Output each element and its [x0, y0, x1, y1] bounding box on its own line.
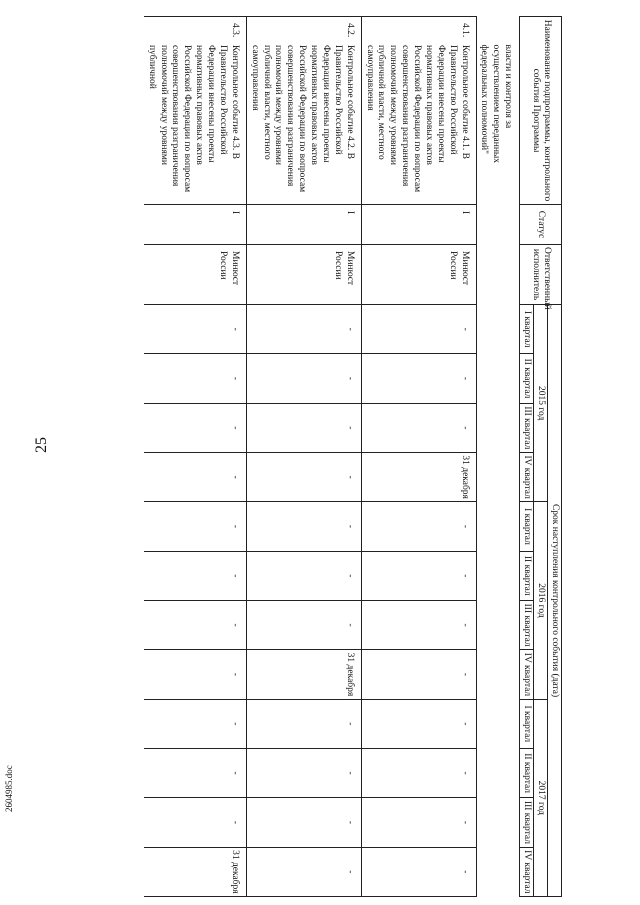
- continuation-row: [476, 17, 520, 897]
- quarter-cell: [361, 650, 476, 699]
- quarter-value: -: [229, 722, 240, 726]
- quarter-cell: [144, 748, 247, 797]
- quarter-value: -: [229, 327, 240, 331]
- header-quarter: I квартал: [520, 305, 534, 354]
- quarter-cell: [144, 452, 247, 501]
- quarter-value: -: [344, 475, 355, 479]
- header-quarter: II квартал: [520, 748, 534, 797]
- quarter-value: -: [344, 524, 355, 529]
- quarter-value: -: [459, 820, 470, 825]
- header-quarter: III квартал: [520, 600, 534, 649]
- page-number: 25: [33, 437, 50, 453]
- quarter-cell: [144, 403, 247, 452]
- quarter-cell: [144, 354, 247, 403]
- rotated-page: [144, 16, 562, 896]
- row-number: 4.1.: [459, 23, 470, 38]
- quarter-cell: [246, 798, 361, 847]
- executor-cell: Минюст России: [144, 245, 247, 305]
- quarter-cell: [144, 699, 247, 748]
- status-cell: I: [361, 205, 476, 245]
- event-name: Контрольное событие 4.1. В Правительство Российской Федерации внесены проекты нормативных правовых актов Российской Федерации по вопросам совершенствования разграничения полномочий между уровнями публичной власти, местного самоуправления: [364, 45, 470, 193]
- quarter-value: -: [229, 475, 240, 479]
- continuation-blank: [476, 205, 520, 897]
- quarter-value: -: [229, 771, 240, 775]
- quarter-cell: [361, 452, 476, 501]
- header-quarter: IV квартал: [520, 452, 534, 501]
- quarter-cell: [246, 354, 361, 403]
- quarter-cell: [361, 798, 476, 847]
- quarter-cell: [144, 798, 247, 847]
- quarter-value: -: [229, 426, 240, 430]
- quarter-value: 31 декабря: [459, 455, 470, 499]
- quarter-value: -: [459, 426, 470, 430]
- quarter-cell: [144, 600, 247, 649]
- header-quarter: III квартал: [520, 403, 534, 452]
- header-quarter: II квартал: [520, 354, 534, 403]
- quarter-cell: [246, 600, 361, 649]
- quarter-cell: [246, 847, 361, 896]
- continuation-text: власти и контроля за осуществлением переданных федеральных полномочий": [479, 44, 514, 164]
- executor-cell: Минюст России: [361, 245, 476, 305]
- quarter-cell: [361, 600, 476, 649]
- quarter-value: -: [459, 672, 470, 677]
- quarter-cell: [144, 502, 247, 551]
- quarter-value: -: [344, 327, 355, 331]
- quarter-value: -: [229, 820, 240, 825]
- event-name-cell: [246, 17, 361, 205]
- quarter-cell: [246, 452, 361, 501]
- quarter-value: -: [459, 376, 470, 381]
- table-row: [246, 17, 361, 897]
- event-name-cell: [361, 17, 476, 205]
- quarter-cell: [246, 650, 361, 699]
- quarter-value: -: [459, 524, 470, 529]
- quarter-value: -: [344, 771, 355, 775]
- header-quarter: III квартал: [520, 798, 534, 847]
- header-name: Наименование подпрограммы, контрольного события Программы: [520, 17, 562, 205]
- quarter-value: -: [229, 574, 240, 578]
- quarter-value: -: [229, 524, 240, 529]
- quarter-cell: [246, 305, 361, 354]
- quarter-cell: [246, 699, 361, 748]
- table-header: [520, 17, 562, 897]
- quarter-cell: [361, 699, 476, 748]
- quarter-cell: [361, 748, 476, 797]
- header-year: 2015 год: [534, 305, 548, 502]
- continuation-cell: [476, 17, 520, 205]
- header-quarter: I квартал: [520, 699, 534, 748]
- status-cell: I: [144, 205, 247, 245]
- quarter-value: -: [459, 722, 470, 726]
- quarter-value: -: [344, 722, 355, 726]
- header-executor: Ответственный исполнитель: [520, 245, 562, 305]
- event-name: Контрольное событие 4.2. В Правительство Российской Федерации внесены проекты нормативных правовых актов Российской Федерации по вопросам совершенствования разграничения полномочий между уровнями публичной власти, местного самоуправления: [249, 45, 355, 193]
- quarter-value: -: [344, 376, 355, 381]
- quarter-cell: [144, 305, 247, 354]
- quarter-cell: [246, 502, 361, 551]
- event-name: Контрольное событие 4.3. В Правительство Российской Федерации внесены проекты нормативных правовых актов Российской Федерации по вопросам совершенствования разграничения полномочий между уровнями публичной: [146, 45, 240, 193]
- quarter-value: -: [229, 672, 240, 677]
- quarter-value: -: [229, 623, 240, 627]
- document-footer: 2604985.doc: [4, 765, 14, 812]
- row-number: 4.2.: [344, 23, 355, 38]
- quarter-value: -: [459, 623, 470, 627]
- quarter-cell: [246, 551, 361, 600]
- status-cell: I: [246, 205, 361, 245]
- quarter-cell: [361, 403, 476, 452]
- quarter-value: -: [229, 376, 240, 381]
- row-number: 4.3.: [229, 23, 240, 38]
- event-name-cell: [144, 17, 247, 205]
- header-status: Статус: [520, 205, 562, 245]
- table-body: [144, 17, 520, 897]
- header-year: 2016 год: [534, 502, 548, 699]
- control-events-table: [144, 16, 562, 897]
- quarter-cell: [144, 650, 247, 699]
- quarter-value: -: [459, 327, 470, 331]
- quarter-value: -: [344, 820, 355, 825]
- quarter-value: -: [459, 574, 470, 578]
- quarter-value: 31 декабря: [344, 652, 355, 697]
- quarter-value: -: [344, 426, 355, 430]
- quarter-cell: [246, 403, 361, 452]
- quarter-cell: [361, 551, 476, 600]
- quarter-value: 31 декабря: [229, 850, 240, 894]
- quarter-cell: [144, 847, 247, 896]
- quarter-value: -: [344, 870, 355, 874]
- header-quarter: IV квартал: [520, 847, 534, 896]
- quarter-value: -: [344, 574, 355, 578]
- quarter-cell: [361, 354, 476, 403]
- quarter-value: -: [344, 623, 355, 627]
- quarter-cell: [361, 502, 476, 551]
- quarter-cell: [144, 551, 247, 600]
- quarter-cell: [361, 847, 476, 896]
- quarter-cell: [246, 748, 361, 797]
- quarter-cell: [361, 305, 476, 354]
- header-year: 2017 год: [534, 699, 548, 896]
- quarter-value: -: [459, 870, 470, 874]
- header-quarter: IV квартал: [520, 650, 534, 699]
- table-row: [144, 17, 247, 897]
- executor-cell: Минюст России: [246, 245, 361, 305]
- header-quarter: II квартал: [520, 551, 534, 600]
- header-quarter: I квартал: [520, 502, 534, 551]
- quarter-value: -: [459, 771, 470, 775]
- header-deadline: Срок наступления контрольного события (дата): [548, 305, 562, 897]
- table-row: [361, 17, 476, 897]
